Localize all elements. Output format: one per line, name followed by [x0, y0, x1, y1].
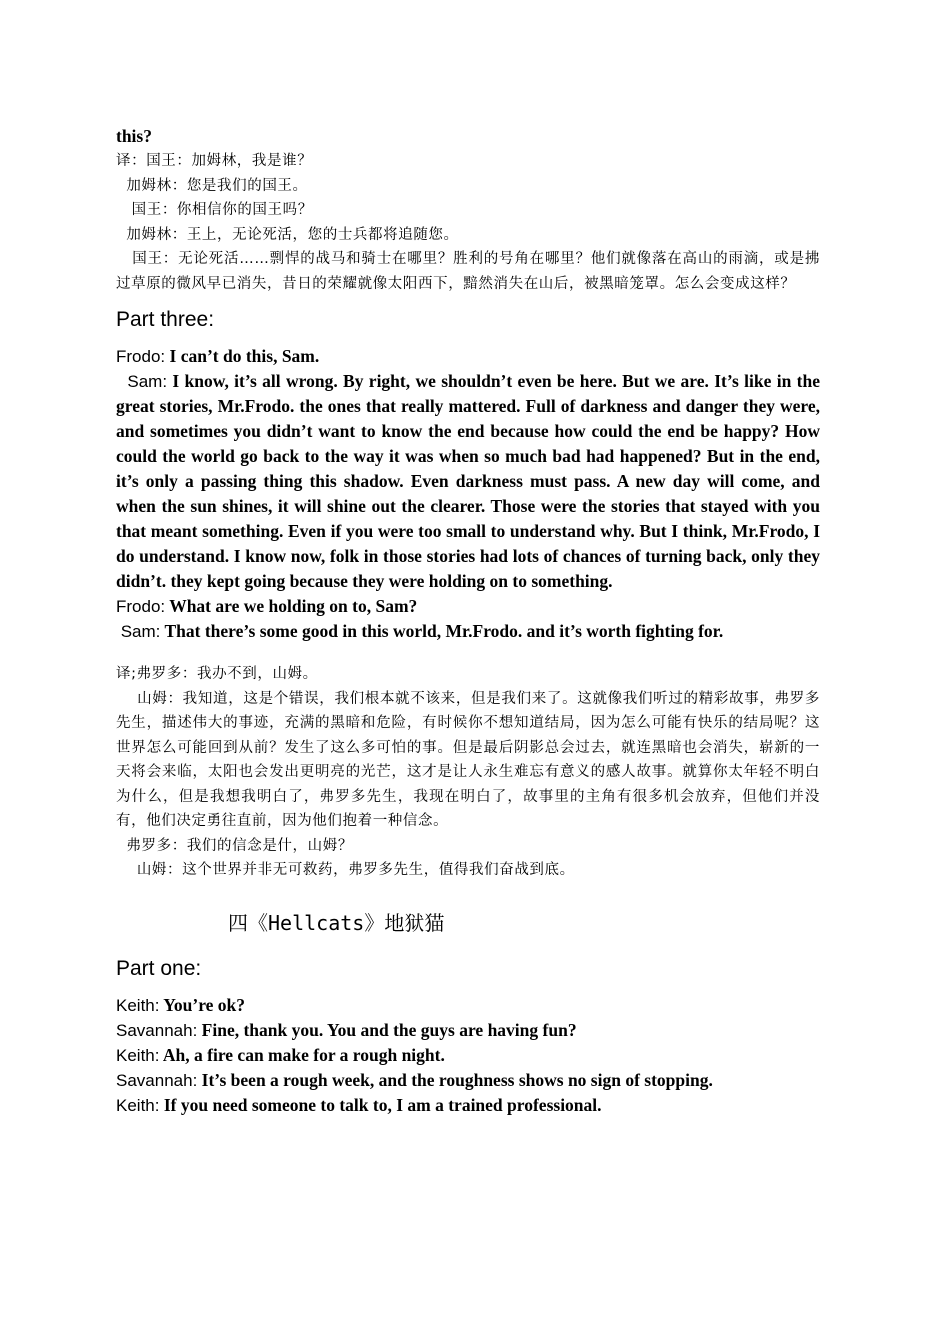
dialogue-text: If you need someone to talk to, I am a trained professional.	[159, 1094, 602, 1115]
translation-line: 加姆林：您是我们的国王。	[116, 177, 308, 194]
dialogue-line	[116, 369, 820, 594]
dialogue-text: I know, it’s all wrong. By right, we shouldn’t even be here. But we are. It’s like in the great stories, Mr.Frodo. the ones that really mattered. Full of darkness and danger they were, and sometimes you didn’t want to know the end because how could the end be happy? How could the world go back to the way it was when so much bad had happened? But in the end, it’s only a passing thing this shadow. Even darkness must pass. A new day will come, and when the sun shines, it will shine out the clearer. Those were the stories that stayed with you that meant something. Even if you were too small to understand why. But I think, Mr.Frodo, I do understand. I know now, folk in those stories had lots of chances of turning back, only they didn’t. they kept going because they were holding on to something.	[116, 371, 820, 591]
document-page	[116, 124, 820, 1118]
translation-paragraph: 国王：无论死活……剽悍的战马和骑士在哪里？胜利的号角在哪里？他们就像落在高山的雨滴，或是拂过草原的微风早已消失，昔日的荣耀就像太阳西下，黯然消失在山后，被黑暗笼罩。怎么会变成这样？	[116, 251, 820, 292]
speaker-label: Keith:	[116, 995, 160, 1015]
translation-line: 弗罗多：我们的信念是什，山姆？	[116, 837, 353, 854]
dialogue-line	[116, 619, 820, 644]
translation-line: 译：国王：加姆林，我是谁？	[116, 153, 313, 169]
speaker-label: Frodo:	[116, 597, 166, 616]
translation-paragraph: 山姆：我知道，这是个错误，我们根本就不该来，但是我们来了。这就像我们听过的精彩故事，弗罗多先生，描述伟大的事迹，充满的黑暗和危险，有时候你不想知道结局，因为怎么可能有快乐的结局呢？这世界怎么可能回到从前？发生了这么多可怕的事。但是最后阴影总会过去，就连黑暗也会消失，崭新的一天将会来临，太阳也会发出更明亮的光芒，这才是让人永生难忘有意义的感人故事。就算你太年轻不明白为什么，但是我想我明白了，弗罗多先生，我现在明白了，故事里的主角有很多机会放弃，但他们并没有，他们决定勇往直前，因为他们抱着一种信念。	[116, 690, 821, 829]
dialogue-text: Ah, a fire can make for a rough night.	[159, 1044, 445, 1065]
dialogue-line	[116, 594, 820, 619]
dialogue-line	[116, 1068, 820, 1093]
dialogue-line	[116, 1093, 820, 1118]
speaker-label: Savannah:	[116, 1020, 198, 1040]
speaker-label: Keith:	[116, 1045, 160, 1065]
chapter-title: 四《Hellcats》地狱猫	[228, 910, 445, 935]
speaker-label: Sam:	[116, 372, 168, 391]
speaker-label: Savannah:	[116, 1070, 198, 1090]
dialogue-text: You’re ok?	[159, 994, 246, 1015]
dialogue-tail: this?	[116, 126, 152, 146]
translation-line: 国王：你相信你的国王吗？	[116, 202, 313, 218]
dialogue-line	[116, 344, 820, 369]
speaker-label: Sam:	[116, 622, 161, 641]
dialogue-line	[116, 993, 820, 1018]
dialogue-text: That there’s some good in this world, Mr.Frodo. and it’s worth fighting for.	[160, 621, 724, 641]
dialogue-text: It’s been a rough week, and the roughness shows no sign of stopping.	[197, 1069, 713, 1090]
dialogue-text: Fine, thank you. You and the guys are having fun?	[197, 1019, 577, 1040]
translation-line: 译;弗罗多：我办不到，山姆。	[116, 666, 318, 682]
dialogue-text: I can’t do this, Sam.	[165, 346, 320, 366]
translation-line: 山姆：这个世界并非无可救药，弗罗多先生，值得我们奋战到底。	[116, 862, 575, 878]
dialogue-line	[116, 1043, 820, 1068]
translation-line: 加姆林：王上，无论死活，您的士兵都将追随您。	[116, 226, 459, 243]
section-heading: Part one:	[116, 956, 202, 980]
dialogue-line	[116, 1018, 820, 1043]
section-heading: Part three:	[116, 308, 215, 331]
speaker-label: Keith:	[116, 1095, 160, 1115]
dialogue-text: What are we holding on to, Sam?	[165, 596, 418, 616]
speaker-label: Frodo:	[116, 347, 166, 366]
